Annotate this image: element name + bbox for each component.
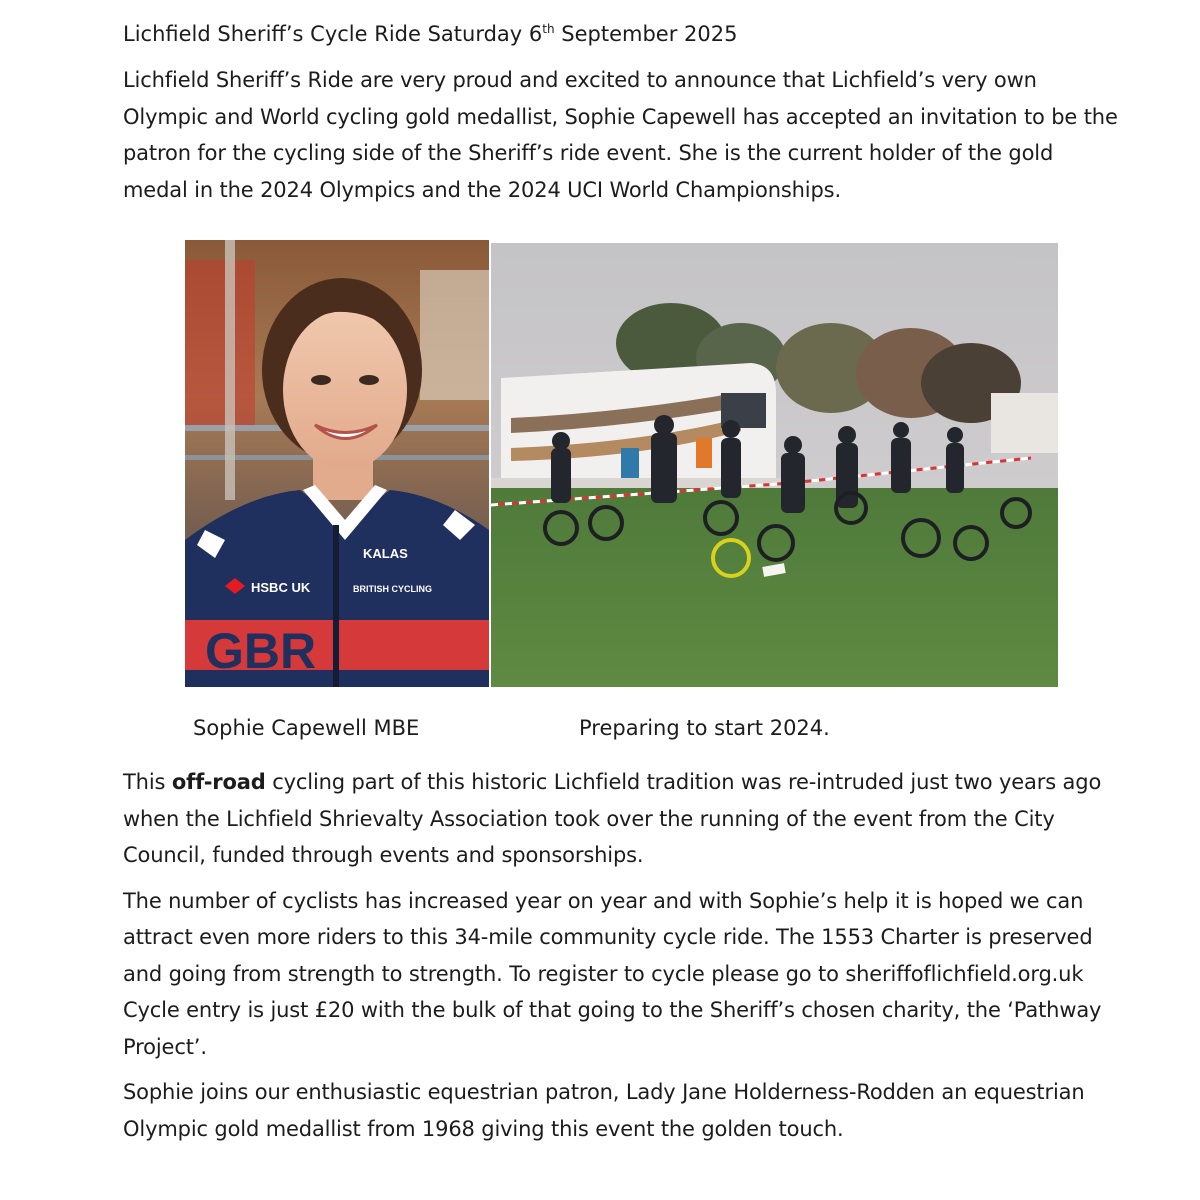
paragraph-registration: The number of cyclists has increased year on year and with Sophie’s help it is hoped we can attract even more riders to this 34-mile community cycle ride. The 1553 Charter is preserved and going from strength to strength. To register to cycle please go to sheriffoflichfield.org.uk Cycle entry is just £20 with the bulk of that going to the Sheriff’s chosen charity, the ‘Pathway Project’. <box>123 888 1102 1059</box>
jersey-sponsor-hsbc: HSBC UK <box>251 580 311 595</box>
intro-paragraph: Lichfield Sheriff’s Ride are very proud and excited to announce that Lichfield’s very own Olympic and World cycling gold medallist, Sophie Capewell has accepted an invitation to be the patron for the cycling side of the Sheriff’s ride event. She is the current holder of the gold medal in the 2024 Olympics and the 2024 UCI World Championships. <box>123 68 1118 202</box>
photo-row <box>185 240 1058 688</box>
paragraph-history: This off-road cycling part of this historic Lichfield tradition was re-intruded just two years ago when the Lichfield Shrievalty Association took over the running of the event from the City Council, funded through events and sponsorships. <box>123 770 1102 867</box>
cyclists-preparing-photo <box>491 243 1058 687</box>
jersey-sponsor-kalas: KALAS <box>363 546 408 561</box>
off-road-emphasis: off-road <box>171 770 266 794</box>
title-superscript: th <box>542 22 555 36</box>
document-top <box>123 14 1123 208</box>
photo-caption-right: Preparing to start 2024. <box>579 716 830 740</box>
document-body <box>123 764 1123 1147</box>
page-title: Lichfield Sheriff’s Cycle Ride Saturday 6th September 2025 <box>123 22 738 46</box>
photo-caption-left: Sophie Capewell MBE <box>193 716 420 740</box>
paragraph-equestrian-patron: Sophie joins our enthusiastic equestrian patron, Lady Jane Holderness-Rodden an equestrian Olympic gold medallist from 1968 giving this event the golden touch. <box>123 1080 1085 1141</box>
sophie-capewell-photo <box>185 240 489 687</box>
jersey-gbr-text: GBR <box>205 623 317 679</box>
jersey-sponsor-british-cycling: BRITISH CYCLING <box>353 584 433 594</box>
